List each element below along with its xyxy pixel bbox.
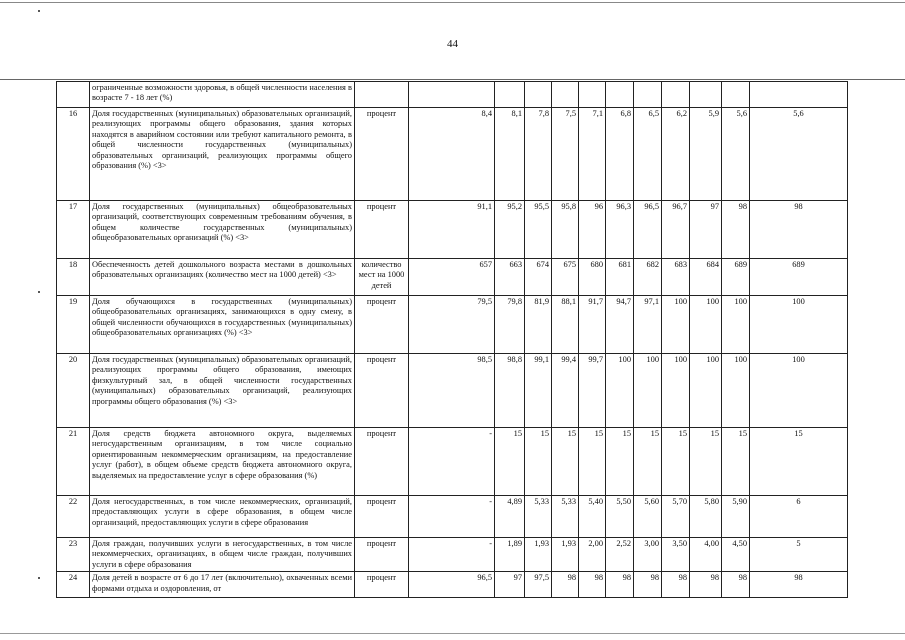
indicator-cell: Доля государственных (муниципальных) образовательных организаций, реализующих программы общего образования, здания которых находятся в аварийном состоянии или требуют капитального ремонта, в общей численности государственных (муниципальных) образовательных организаций, реализующих программы общего образования (%) <3> (90, 108, 355, 201)
value-cell (525, 82, 552, 108)
row-number-cell: 21 (57, 428, 90, 496)
value-cell: 15 (662, 428, 690, 496)
value-cell: 15 (525, 428, 552, 496)
value-cell: 4,50 (722, 538, 750, 572)
value-cell: 8,1 (495, 108, 525, 201)
bottom-edge-rule (0, 633, 905, 634)
value-cell: 5,90 (722, 496, 750, 538)
value-cell: 657 (409, 259, 495, 296)
value-cell: 683 (662, 259, 690, 296)
value-cell: 5,70 (662, 496, 690, 538)
table-row-continuation (57, 82, 848, 108)
value-cell: 3,50 (662, 538, 690, 572)
value-cell: 680 (579, 259, 606, 296)
value-cell: 8,4 (409, 108, 495, 201)
value-cell (409, 82, 495, 108)
value-cell: 3,00 (634, 538, 662, 572)
value-cell: 15 (606, 428, 634, 496)
target-value-cell: 100 (750, 354, 848, 428)
row-number-cell: 18 (57, 259, 90, 296)
value-cell: 91,7 (579, 296, 606, 354)
value-cell (634, 82, 662, 108)
unit-cell: процент (355, 496, 409, 538)
value-cell: 100 (634, 354, 662, 428)
value-cell: 99,4 (552, 354, 579, 428)
value-cell: 4,89 (495, 496, 525, 538)
value-cell: 99,7 (579, 354, 606, 428)
value-cell: 2,00 (579, 538, 606, 572)
value-cell: 100 (722, 354, 750, 428)
value-cell: 98,5 (409, 354, 495, 428)
value-cell: 5,9 (690, 108, 722, 201)
indicator-cell: Доля негосударственных, в том числе некоммерческих, организаций, предоставляющих услуги в сфере образования, в общем числе организаций, предоставляющих услуги в сфере образования (90, 496, 355, 538)
target-value-cell: 6 (750, 496, 848, 538)
unit-cell: процент (355, 428, 409, 496)
value-cell: 96,3 (606, 201, 634, 259)
value-cell: 100 (606, 354, 634, 428)
value-cell: 663 (495, 259, 525, 296)
page-header-rule (0, 79, 905, 80)
table-body (57, 82, 848, 598)
value-cell: 7,5 (552, 108, 579, 201)
value-cell: 97 (495, 572, 525, 598)
table-row (57, 259, 848, 296)
indicator-cell: Доля обучающихся в государственных (муниципальных) общеобразовательных организациях, занимающихся в одну смену, в общей численности обучающихся в государственных (муниципальных) общеобразовательных организациях (%) <3> (90, 296, 355, 354)
table-row (57, 496, 848, 538)
target-value-cell: 5,6 (750, 108, 848, 201)
value-cell (750, 82, 848, 108)
value-cell: 1,93 (525, 538, 552, 572)
scan-speck (38, 10, 40, 12)
value-cell: 100 (662, 296, 690, 354)
value-cell: 98,8 (495, 354, 525, 428)
value-cell: 94,7 (606, 296, 634, 354)
table-row (57, 296, 848, 354)
value-cell: 98 (552, 572, 579, 598)
value-cell (495, 82, 525, 108)
target-value-cell: 98 (750, 201, 848, 259)
value-cell (662, 82, 690, 108)
row-number-cell: 19 (57, 296, 90, 354)
indicator-cell: Доля средств бюджета автономного округа, выделяемых негосударственным организациям, в том числе социально ориентированным некоммерческим организациям, на предоставление услуг (работ), в общем объеме средств бюджета автономного округа, выделяемых на предоставление услуг в сфере образования (%) (90, 428, 355, 496)
value-cell: 15 (722, 428, 750, 496)
indicator-cell: Доля граждан, получивших услуги в негосударственных, в том числе некоммерческих, организациях, в общем числе граждан, получивших услуги в сфере образования (90, 538, 355, 572)
unit-cell: процент (355, 201, 409, 259)
value-cell: 5,33 (525, 496, 552, 538)
value-cell: 98 (634, 572, 662, 598)
scan-speck (38, 577, 40, 579)
value-cell: 6,8 (606, 108, 634, 201)
value-cell: 1,89 (495, 538, 525, 572)
value-cell: 15 (634, 428, 662, 496)
indicators-table (56, 81, 848, 598)
row-number-cell: 16 (57, 108, 90, 201)
value-cell: 6,5 (634, 108, 662, 201)
table-row (57, 354, 848, 428)
table-row (57, 428, 848, 496)
value-cell: 98 (606, 572, 634, 598)
value-cell (606, 82, 634, 108)
value-cell: 674 (525, 259, 552, 296)
value-cell: 7,1 (579, 108, 606, 201)
target-value-cell: 100 (750, 296, 848, 354)
value-cell: 15 (552, 428, 579, 496)
target-value-cell: 98 (750, 572, 848, 598)
value-cell: 98 (690, 572, 722, 598)
value-cell: 98 (579, 572, 606, 598)
target-value-cell: 689 (750, 259, 848, 296)
indicator-cell: ограниченные возможности здоровья, в общей численности населения в возрасте 7 - 18 лет (%) (90, 82, 355, 108)
value-cell: 81,9 (525, 296, 552, 354)
value-cell: 15 (579, 428, 606, 496)
value-cell: 79,8 (495, 296, 525, 354)
row-number-cell: 22 (57, 496, 90, 538)
value-cell: 15 (495, 428, 525, 496)
value-cell: 5,33 (552, 496, 579, 538)
row-number-cell: 24 (57, 572, 90, 598)
value-cell: 98 (722, 572, 750, 598)
indicator-cell: Доля государственных (муниципальных) общеобразовательных организаций, соответствующих современным требованиям обучения, в общем количестве государственных (муниципальных) общеобразовательных организаций (%) <3> (90, 201, 355, 259)
unit-cell: процент (355, 108, 409, 201)
row-number-cell: 23 (57, 538, 90, 572)
value-cell: 1,93 (552, 538, 579, 572)
value-cell: 100 (690, 354, 722, 428)
value-cell: 99,1 (525, 354, 552, 428)
value-cell: - (409, 496, 495, 538)
value-cell: 100 (662, 354, 690, 428)
value-cell: 88,1 (552, 296, 579, 354)
value-cell: 95,5 (525, 201, 552, 259)
value-cell: 96 (579, 201, 606, 259)
value-cell (722, 82, 750, 108)
value-cell: 682 (634, 259, 662, 296)
target-value-cell: 5 (750, 538, 848, 572)
value-cell: 5,40 (579, 496, 606, 538)
unit-cell (355, 82, 409, 108)
value-cell: 95,2 (495, 201, 525, 259)
table-row (57, 538, 848, 572)
value-cell: 681 (606, 259, 634, 296)
value-cell: 5,80 (690, 496, 722, 538)
page-number: 44 (447, 38, 458, 50)
value-cell: 2,52 (606, 538, 634, 572)
value-cell: - (409, 428, 495, 496)
row-number-cell: 17 (57, 201, 90, 259)
row-number-cell (57, 82, 90, 108)
indicator-cell: Доля детей в возрасте от 6 до 17 лет (включительно), охваченных всеми формами отдыха и оздоровления, от (90, 572, 355, 598)
unit-cell: количество мест на 1000 детей (355, 259, 409, 296)
unit-cell: процент (355, 572, 409, 598)
value-cell: 97,5 (525, 572, 552, 598)
value-cell: 7,8 (525, 108, 552, 201)
value-cell (579, 82, 606, 108)
indicator-cell: Обеспеченность детей дошкольного возраста местами в дошкольных образовательных организациях (количество мест на 1000 детей) <3> (90, 259, 355, 296)
unit-cell: процент (355, 354, 409, 428)
scan-speck (38, 291, 40, 293)
value-cell: 6,2 (662, 108, 690, 201)
value-cell: 98 (662, 572, 690, 598)
value-cell: - (409, 538, 495, 572)
value-cell: 15 (690, 428, 722, 496)
value-cell: 91,1 (409, 201, 495, 259)
table-row (57, 108, 848, 201)
value-cell: 98 (722, 201, 750, 259)
value-cell: 5,60 (634, 496, 662, 538)
value-cell: 675 (552, 259, 579, 296)
value-cell (690, 82, 722, 108)
value-cell: 5,50 (606, 496, 634, 538)
top-edge-rule (0, 2, 905, 3)
value-cell (552, 82, 579, 108)
value-cell: 684 (690, 259, 722, 296)
row-number-cell: 20 (57, 354, 90, 428)
value-cell: 4,00 (690, 538, 722, 572)
value-cell: 96,5 (634, 201, 662, 259)
value-cell: 100 (690, 296, 722, 354)
table-row (57, 572, 848, 598)
value-cell: 95,8 (552, 201, 579, 259)
value-cell: 96,7 (662, 201, 690, 259)
value-cell: 79,5 (409, 296, 495, 354)
value-cell: 97 (690, 201, 722, 259)
value-cell: 689 (722, 259, 750, 296)
value-cell: 5,6 (722, 108, 750, 201)
value-cell: 97,1 (634, 296, 662, 354)
value-cell: 100 (722, 296, 750, 354)
indicator-cell: Доля государственных (муниципальных) образовательных организаций, реализующих программы общего образования, имеющих физкультурный зал, в общей численности государственных (муниципальных) образовательных организаций, реализующих программы общего образования (%) <3> (90, 354, 355, 428)
unit-cell: процент (355, 538, 409, 572)
table-row (57, 201, 848, 259)
target-value-cell: 15 (750, 428, 848, 496)
value-cell: 96,5 (409, 572, 495, 598)
unit-cell: процент (355, 296, 409, 354)
